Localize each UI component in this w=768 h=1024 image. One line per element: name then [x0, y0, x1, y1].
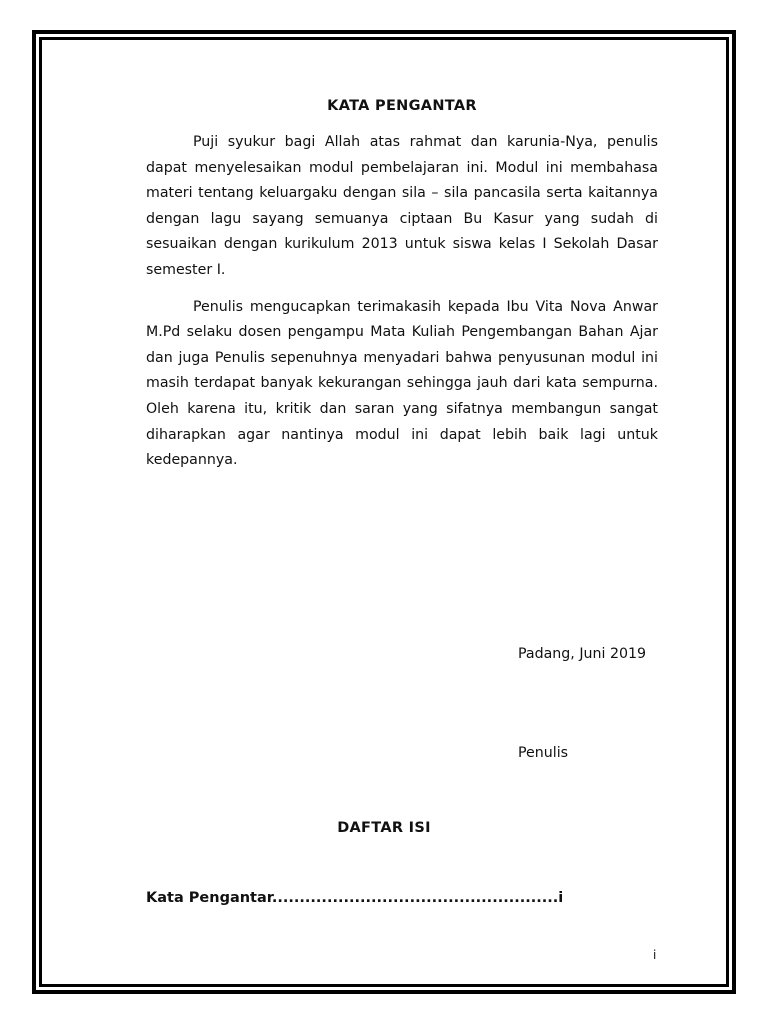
author-signature: Penulis — [518, 745, 569, 761]
foreword-paragraph-2: Penulis mengucapkan terimakasih kepada Ibu Vita Nova Anwar M.Pd selaku dosen pengampu Mata Kuliah Pengembangan Bahan Ajar dan juga Penulis sepenuhnya menyadari bahwa penyusunan modul ini masih terdapat banyak kekurangan sehingga jauh dari kata sempurna. Oleh karena itu, kritik dan saran yang sifatnya membangun sangat diharapkan agar nantinya modul ini dapat lebih baik lagi untuk kedepannya. — [146, 298, 658, 469]
toc-entry — [146, 890, 563, 906]
toc-title: DAFTAR ISI — [337, 820, 431, 836]
toc-entry-page: i — [558, 890, 564, 906]
foreword-section — [146, 98, 658, 485]
page-number: i — [653, 948, 657, 962]
toc-entry-label: Kata Pengantar — [146, 890, 272, 906]
toc-entry-leader: .................................................... — [271, 890, 559, 906]
foreword-title: KATA PENGANTAR — [327, 98, 477, 114]
place-date: Padang, Juni 2019 — [518, 646, 647, 662]
foreword-paragraph-1: Puji syukur bagi Allah atas rahmat dan karunia-Nya, penulis dapat menyelesaikan modul pembelajaran ini. Modul ini membahasa materi tentang keluargaku dengan sila – sila pancasila serta kaitannya dengan lagu sayang semuanya ciptaan Bu Kasur yang sudah di sesuaikan dengan kurikulum 2013 untuk siswa kelas I Sekolah Dasar semester I. — [146, 134, 658, 278]
